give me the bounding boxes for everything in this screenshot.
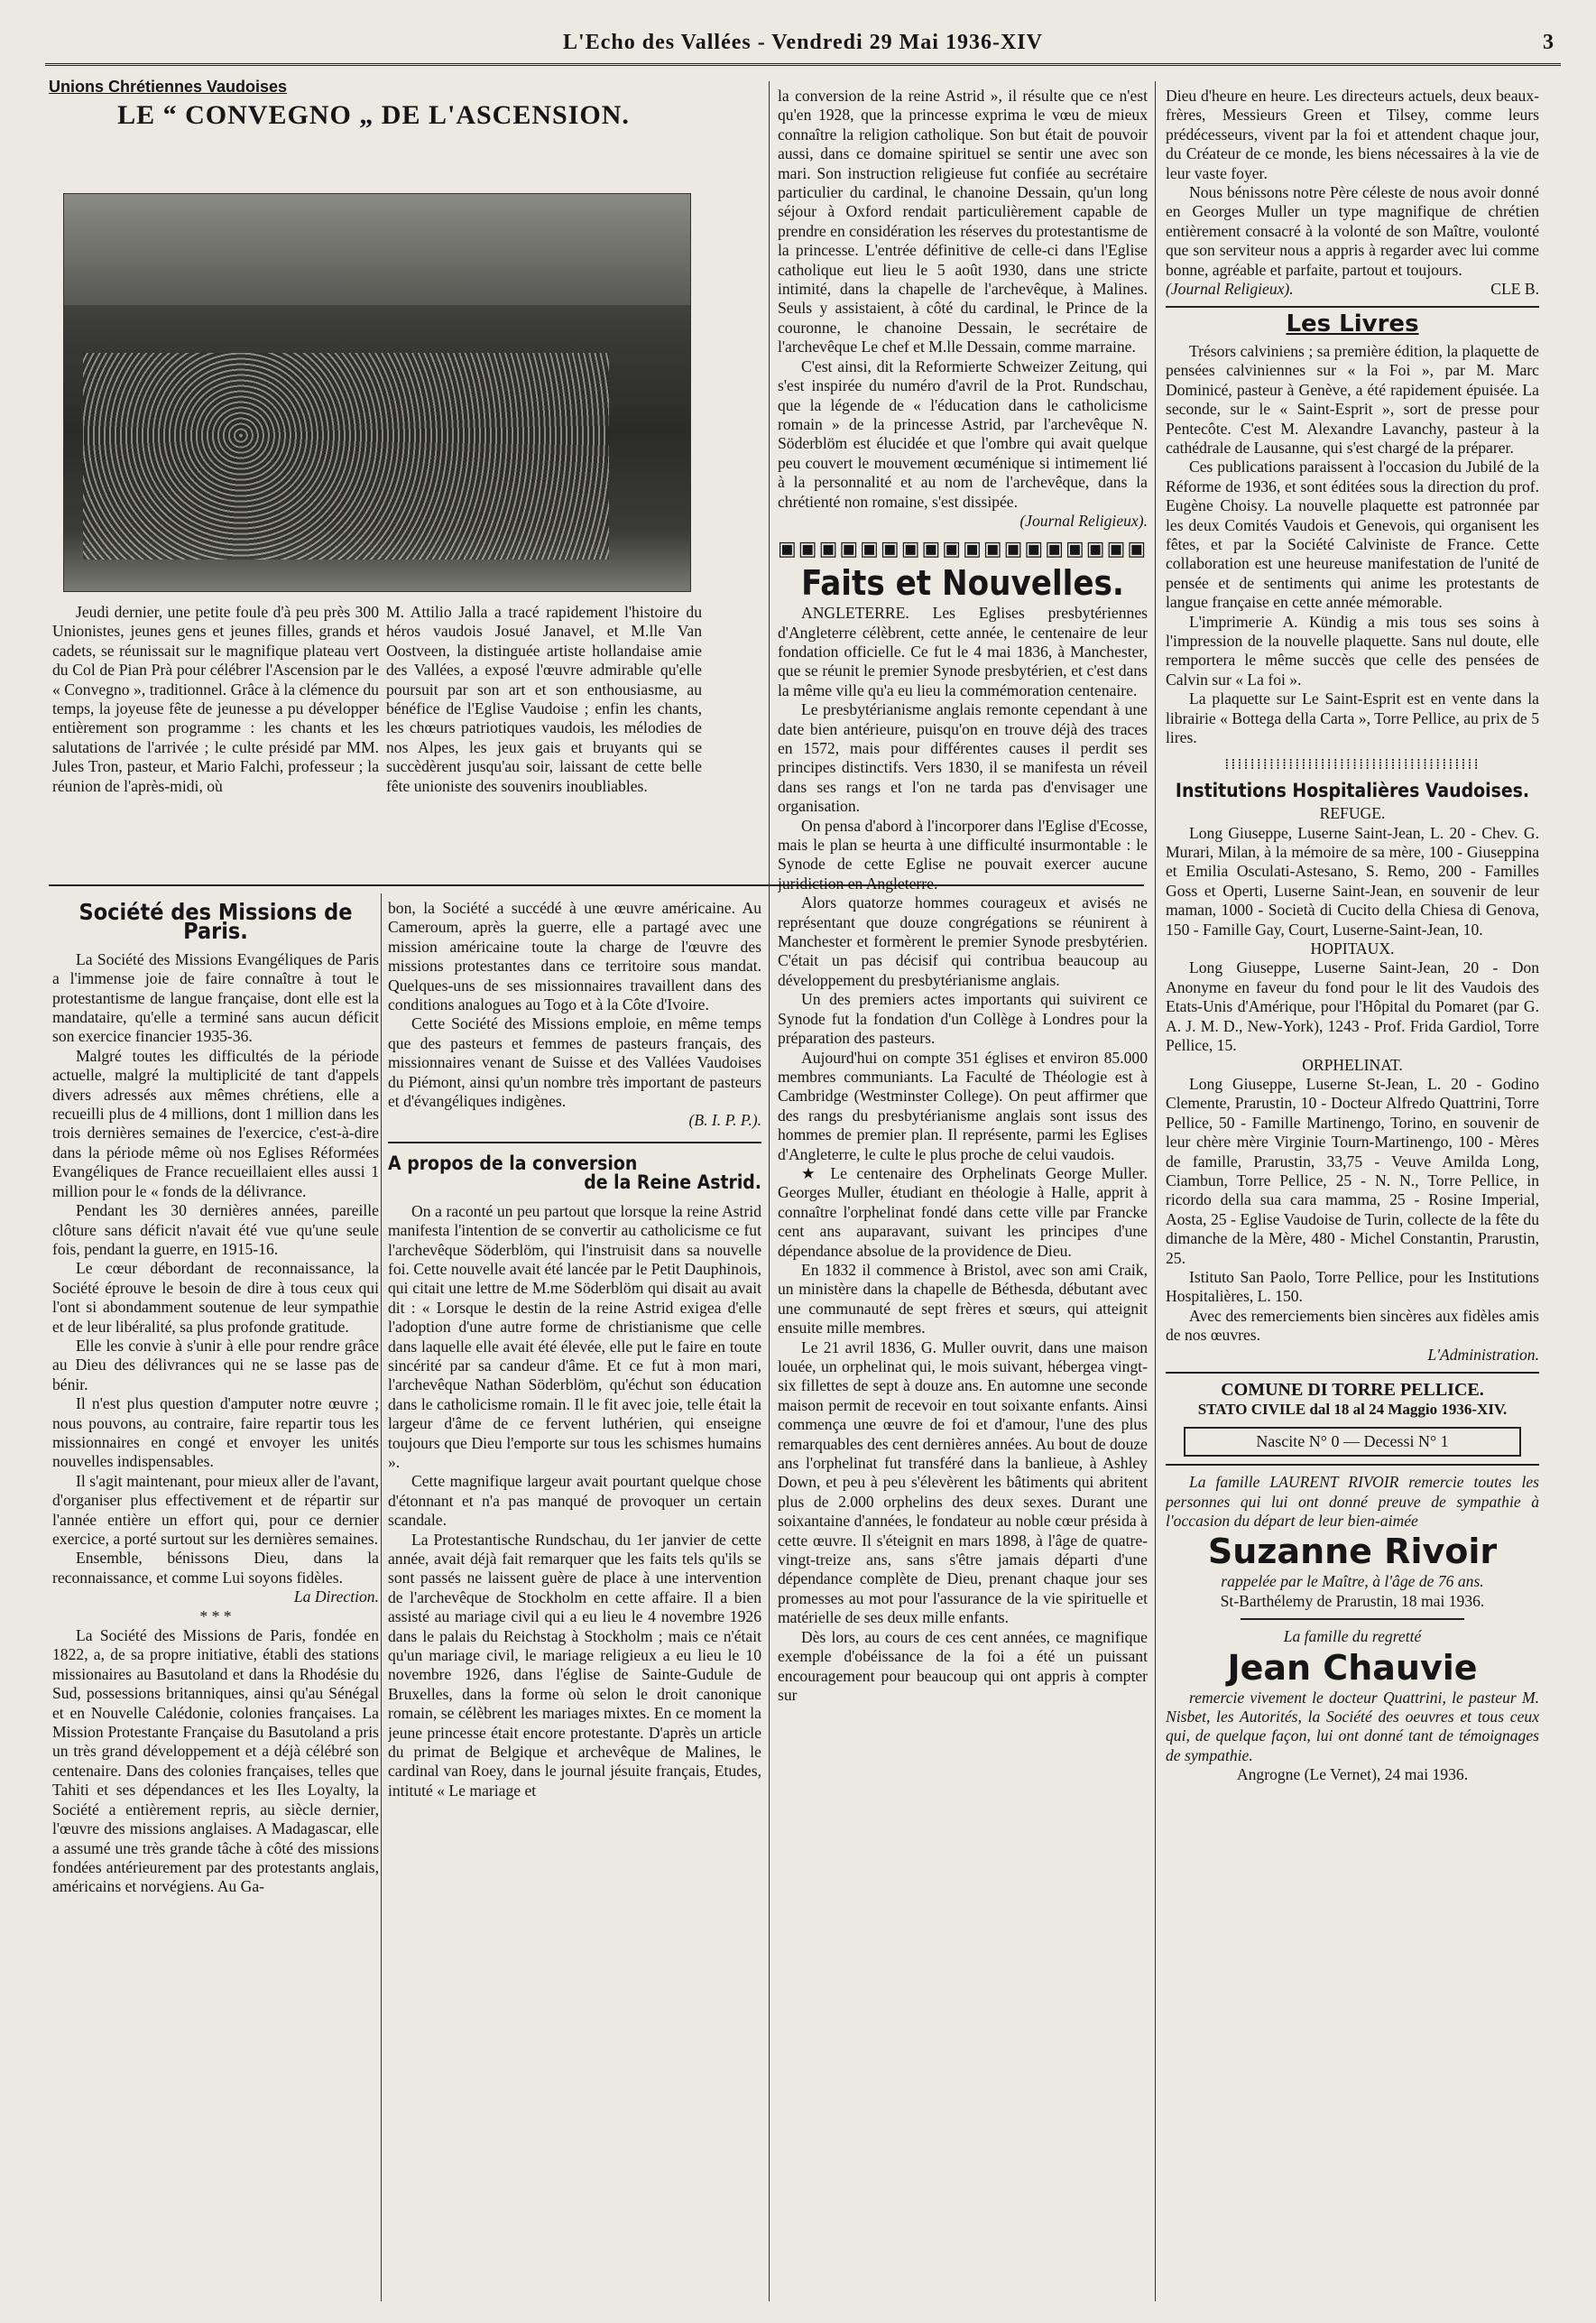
paragraph: bon, la Société a succédé à une œuvre américaine. Au Cameroum, après la guerre, elle a partagé avec une mission américaine toute la charge de l'œuvre des missions protestantes dans ce territoire sous mandat. Quelques-uns de ses missionnaires travaillent dans des conditions analogues au Togo et à la Côte d'Ivoire. [388, 899, 761, 1014]
paragraph: Dieu d'heure en heure. Les directeurs actuels, deux beaux-frères, Messieurs Green et Tilsey, comme leurs prédécesseurs, vivent par la foi et attendent chaque jour, du Créateur de ce monde, les biens nécessaires à la vie de leur vaste foyer. [1166, 87, 1539, 182]
comune-subtitle: STATO CIVILE dal 18 al 24 Maggio 1936-XIV. [1197, 1401, 1508, 1419]
paragraph: C'est ainsi, dit la Reformierte Schweizer Zeitung, qui s'est inspirée du numéro d'avril de la Prot. Rundschau, que la légende de « l'éducation dans le catholicisme romain » de la princesse Astrid, par l'archevêque N. Söderblöm est élucidée et que l'ombre qui avait quelque peu couvert le mouvement œcuménique si intimement lié à la personnalité et au nom de l'archevêque, dans la chrétienté non romaine, s'est dissipée. [778, 356, 1148, 511]
page-header [45, 31, 1561, 66]
paragraph: Il n'est plus question d'amputer notre œuvre ; nous pouvons, au contraire, faire repartir tous les missionnaires en congé et envoyer les unités nouvelles indispensables. [52, 1394, 379, 1471]
deaths-value: 1 [1440, 1431, 1449, 1450]
photo-sky [64, 194, 690, 305]
paragraph: Un des premiers actes importants qui suivirent ce Synode fut la fondation d'un Collège à Londres pour la préparation des pasteurs. [778, 990, 1148, 1048]
deaths-label: Decessi N° [1363, 1431, 1437, 1450]
paragraph: On a raconté un peu partout que lorsque la reine Astrid manifesta l'intention de se convertir au catholicisme ce fut l'archevêque Söderblöm, qui l'instruisit dans sa nouvelle foi. Cette nouvelle avait été lancée par le Petit Dauphinois, qui citait une lettre de M.me Söderblöm qui disait au avait dit : « Lorsque le destin de la reine Astrid exigea d'elle l'adoption d'une autre forme de christianisme que celle dans laquelle elle avait été élevée, elle put le faire en toute sincérité par sa candeur d'âme. Et ce fut à mon mari, l'archevêque Nathan Söderblöm, qu'échut son éducation dans le catholicisme romain. Il le fit avec joie, telle était la largeur d'âme de ce fervent luthérien, qui enseigne toujours que Dieu l'emporte sur tous les schismes humains ». [388, 1201, 761, 1471]
page-number: 3 [1543, 31, 1554, 54]
source-credit: (Journal Religieux). [1019, 511, 1148, 530]
paragraph: Alors quatorze hommes courageux et avisés ne représentant que douze congrégations se réunirent à Manchester et formèrent le premier Synode presbytérien. C'était un pas décisif qui contribua beaucoup au développement du presbytérianisme anglais. [778, 893, 1148, 989]
notice-text: La famille LAURENT RIVOIR remercie toutes les personnes qui lui ont donné preuve de sympathie à l'occasion du départ de leur bien-aimée [1166, 1473, 1539, 1531]
paragraph: Pendant les 30 dernières années, pareille clôture sans déficit n'avait été vue qu'une seule fois, pendant la guerre, en 1915-16. [52, 1201, 379, 1258]
paragraph: Istituto San Paolo, Torre Pellice, pour les Institutions Hospitalières, L. 150. [1166, 1267, 1539, 1306]
astrid-title-line1: A propos de la conversion [388, 1152, 638, 1174]
ornamental-border: ▣▣▣▣▣▣▣▣▣▣▣▣▣▣▣▣▣▣ [778, 540, 1148, 560]
article-divider [388, 1142, 761, 1143]
births-label: Nascite N° [1256, 1431, 1327, 1450]
notice-text: remercie vivement le docteur Quattrini, le pasteur M. Nisbet, les Autorités, la Société des oeuvres et tous ceux qui, de quelque façon, lui ont donné tant de témoignages de sympathie. [1166, 1688, 1539, 1764]
paragraph: Aujourd'hui on compte 351 églises et environ 85.000 membres communiants. La Faculté de Théologie est à Cambridge (Westminster College). On peut affirmer que des rangs du presbytérianisme anglais sont issus des hommes de premier plan. Il représente, parmi les Eglises d'Angleterre, le culte le plus proche de celui vaudois. [778, 1048, 1148, 1163]
deceased-name: Suzanne Rivoir [1207, 1532, 1498, 1572]
paragraph: ★ Le centenaire des Orphelinats George Muller. Georges Muller, étudiant en théologie à Halle, apprit à connaître l'orphelinat fondé dans cette ville par Francke cent ans auparavant, suivant les principes d'une dépendance absolue de la providence de Dieu. [778, 1163, 1148, 1260]
group-photograph [63, 193, 691, 592]
paragraph: La plaquette sur Le Saint-Esprit est en vente dans la librairie « Bottega della Carta », Torre Pellice, au prix de 5 lires. [1166, 689, 1539, 746]
convegno-column-2 [386, 603, 702, 874]
civil-status-box [1184, 1427, 1521, 1457]
source-credit: (B. I. P. P.). [688, 1111, 761, 1130]
section-kicker: Unions Chrétiennes Vaudoises [49, 78, 288, 96]
paragraph: Trésors calviniens ; sa première édition, la plaquette de pensées calviniennes sur « la Foi », par M. Marc Dominicé, pasteur à Genève, a été rapidement épuisée. La seconde, sur le « Saint-Esprit », sort de presse pour Pentecôte. C'est M. Alexandre Lavanchy, pasteur à la cathédrale de Lausanne, qui s'est chargé de la préparer. [1166, 341, 1539, 457]
institutions-title: Institutions Hospitalières Vaudoises. [1175, 779, 1530, 801]
livres-title: Les Livres [1286, 310, 1419, 338]
signature: La Direction. [293, 1587, 379, 1606]
separator-stars: * * * [199, 1606, 232, 1625]
notice-place: Angrogne (Le Vernet), 24 mai 1936. [1236, 1765, 1469, 1784]
missions-title: Société des Missions de Paris. [78, 899, 353, 945]
paragraph: Ensemble, bénissons Dieu, dans la reconnaissance, et comme Lui soyons fidèles. [52, 1549, 379, 1587]
convegno-heading-block [49, 78, 698, 195]
article-divider [1166, 1372, 1539, 1374]
column-3 [778, 87, 1148, 2298]
paragraph: Jeudi dernier, une petite foule d'à peu près 300 Unionistes, jeunes gens et jeunes filles, grands et cadets, se réunissait sur le magnifique plateau vert du Col de Pian Prà pour célébrer l'Ascension par le « Convegno », traditionnel. Grâce à la clémence du temps, la joyeuse fête de jeunesse a pu développer entièrement son programme : les chants et les salutations de l'arrivée ; le culte présidé par MM. Jules Tron, pasteur, et Mario Falchi, professeur ; la réunion de l'après-midi, où [52, 603, 379, 795]
source-credit: (Journal Religieux). [1166, 280, 1294, 299]
notice-divider [1166, 1464, 1539, 1466]
subhead-orphelinat: ORPHELINAT. [1302, 1055, 1403, 1074]
paragraph: Le 21 avril 1836, G. Muller ouvrit, dans une maison louée, un orphelinat qui, le mois suivant, hébergea vingt-six fillettes de sept à douze ans. En automne une seconde maison permit de recevoir en tout soixante enfants. Ainsi commença une œuvre de foi et d'amour, l'une des plus remarquables des cent dernières années. Au bout de douze ans l'orphelinat fut transféré dans la banlieue, à Ashley Down, et peu à peu s'élevèrent les bâtiments qui abritent plus de 2.000 orphelins des deux sexes. Durant une soixantaine d'années, le fondateur au noble cœur présida à cette œuvre. Il s'éteignit en mars 1898, à l'âge de quatre-vingt-treize ans, sans s'être jamais départi d'une dépendance complète de Dieu, prenant chaque jour ses promesses au mot pour l'assurance de la vie spirituelle et matérielle de ses deux mille enfants. [778, 1337, 1148, 1627]
paragraph: la conversion de la reine Astrid », il résulte que ce n'est qu'en 1928, que la princesse exprima le vœu de mieux connaître la religion catholique. Son but était de pouvoir aussi, dans ce domaine spirituel se sentir une avec son mari. Son instruction religieuse fut confiée au secrétaire particulier du cardinal, le chanoine Dessain, qu'un long séjour à Oxford rendait particulièrement capable de prendre en considération les réserves du protestantisme de la princesse. L'entrée définitive de celle-ci dans l'Eglise catholique eut lieu le 5 août 1930, dans une stricte intimité, dans la chapelle de l'archevêque, à Malines. Seuls y assistaient, à côté du cardinal, le Prince de la couronne, le chanoine Dessain, le secrétaire de l'archevêque Le chef et M.lle Dessain, comme marraine. [778, 87, 1148, 356]
credit-line [1166, 280, 1539, 299]
missions-column-2 [388, 899, 761, 2298]
separator: — [1342, 1431, 1364, 1450]
article-headline: LE “ CONVEGNO „ DE L'ASCENSION. [117, 100, 630, 131]
paragraph: ANGLETERRE. Les Eglises presbytériennes d'Angleterre célèbrent, cette année, le centenaire de leur fondation officielle. Ce fut le 4 mai 1836, à Manchester, que se réunit le premier Synode presbytérien, et c'est dans la même ville qu'a eu lieu la commémoration centenaire. [778, 604, 1148, 699]
paragraph: La Société des Missions Evangéliques de Paris a l'immense joie de faire connaître à tout le protestantisme de langue française, dont elle est la mandataire, qu'elle a terminé sans aucun déficit son exercice financier 1935-36. [52, 949, 379, 1046]
paragraph: Cette Société des Missions emploie, en même temps que des pasteurs et femmes de pasteurs français, des missionnaires venant de Suisse et des Vallées Vaudoises du Piémont, ainsi qu'un nombre très important de pasteurs et d'évangéliques indigènes. [388, 1014, 761, 1111]
photo-crowd [83, 353, 609, 560]
subhead-refuge: REFUGE. [1319, 804, 1386, 823]
comune-title: COMUNE DI TORRE PELLICE. [1221, 1380, 1484, 1400]
paragraph: L'imprimerie A. Kündig a mis tous ses soins à l'impression de la nouvelle plaquette. Sans nul doute, elle remportera le même succès que celle des pensées de Calvin sur « La foi ». [1166, 612, 1539, 689]
paragraph: Avec des remerciements bien sincères aux fidèles amis de nos œuvres. [1166, 1306, 1539, 1345]
signature: CLE B. [1490, 280, 1539, 299]
notice-divider [1241, 1618, 1464, 1620]
paragraph: Long Giuseppe, Luserne St-Jean, L. 20 - Godino Clemente, Prarustin, 10 - Docteur Alfredo Quattrini, Torre Pellice, 50 - Famille Martinengo, Torino, en souvenir de leur chère mère Virginie Tourn-Martinengo, 100 - Mères de famille, Prarustin, 33,75 - Veuve Amilda Long, Ciambun, Torre Pellice, 25 - N. N., Torre Pellice, in ricordo della sua cara mamma, 25 - Rosine Imperial, Aosta, 25 - Eglise Vaudoise de Turin, collecte de la fête du dimanche de la Mère, 480 - Michel Constantin, Prarustin, 25. [1166, 1074, 1539, 1267]
article-divider [1166, 306, 1539, 308]
paragraph: Long Giuseppe, Luserne Saint-Jean, 20 - Don Anonyme en faveur du fond pour le lit des Vaudois des Etats-Unis d'Amérique, pour l'Hôpital du Pomaret (par G. A. J. M. D., New-York), 1243 - Prof. Frida Gardiol, Torre Pellice, 15. [1166, 958, 1539, 1055]
paragraph: La Protestantische Rundschau, du 1er janvier de cette année, avait déjà fait remarquer que les faits tels qu'ils se sont passés ne laissent guère de place à une intervention de l'archevêque de Stockholm en cette affaire. Il a bien assisté au mariage civil qui a eu lieu le 4 novembre 1926 dans le palais du Reichstag à Stockholm ; mais ce n'était qu'un mariage civil, le mariage religieux a eu lieu le 10 novembre 1926, dans l'église de Sainte-Gudule de Bruxelles, dans la forme où selon le droit canonique romain, se célèbrent les mariages mixtes. En ce moment la jeune princesse était encore protestante. D'après un article du primat de Belgique et archevêque de Malines, le cardinal van Roey, dans le journal jésuite français, Etudes, intituté « Le mariage et [388, 1530, 761, 1800]
faits-title: Faits et Nouvelles. [801, 562, 1124, 603]
paragraph: M. Attilio Jalla a tracé rapidement l'histoire du héros vaudois Josué Janavel, et M.lle Van Oostveen, la distinguée artiste hollandaise amie des Vallées, a exposé l'œuvre admirable qu'elle poursuit par son art et son enthousiasme, au bénéfice de l'Eglise Vaudoise ; enfin les chants, les chœurs patriotiques vaudois, les mélodies de nos Alpes, les jeux gais et bruyants qui se succèdèrent jusqu'au soir, laissant de cette belle fête unioniste des souvenirs inoubliables. [386, 603, 702, 795]
paragraph: Long Giuseppe, Luserne Saint-Jean, L. 20 - Chev. G. Murari, Milan, à la mémoire de sa mère, 100 - Giuseppina et Emilia Osculati-Astesano, S. Remo, 200 - Familles Goss et Operti, Luserne Saint-Jean, en souvenir de leur maman, 1000 - Società di Cucito della Chiesa di Genova, 150 - Famille Gay, Court, Luserne-Saint-Jean, 10. [1166, 823, 1539, 939]
paragraph: Dès lors, au cours de ces cent années, ce magnifique exemple d'obéissance de la foi a été un puissant encouragement pour beaucoup qui ont appris à compter sur [778, 1627, 1148, 1704]
column-rule [769, 81, 770, 2301]
births-value: 0 [1331, 1431, 1340, 1450]
convegno-column-1 [52, 603, 379, 874]
paragraph: Elle les convie à s'unir à elle pour rendre grâce au Dieu des délivrances qui ne se lasse pas de bénir. [52, 1336, 379, 1393]
column-rule [381, 893, 382, 2301]
paragraph: En 1832 il commence à Bristol, avec son ami Craik, un ministère dans la chapelle de Béthesda, débutant avec une communauté de sept frères et sœurs, qui atteignit ensuite mille membres. [778, 1260, 1148, 1337]
notice-place: St-Barthélemy de Prarustin, 18 mai 1936. [1220, 1591, 1485, 1610]
subhead-hopitaux: HOPITAUX. [1310, 939, 1395, 958]
column-rule [1155, 81, 1156, 2301]
signature: L'Administration. [1427, 1345, 1539, 1364]
paragraph: Ces publications paraissent à l'occasion du Jubilé de la Réforme de 1936, et sont éditées sous la direction du prof. Eugène Choisy. La nouvelle plaquette est patronnée par les deux Comités Vaudois et Genevois, qui organisent les fêtes, et par la Société Calviniste de France. Cette collaboration est une heureuse manifestation de l'unité de pensée et de sentiments qui anime les protestants de langue française en cette année mémorable. [1166, 458, 1539, 612]
paragraph: On pensa d'abord à l'incorporer dans l'Eglise d'Ecosse, mais le plan se heurta à une difficulté insurmontable : le Synode de cette Eglise ne pouvait exercer aucune juridiction en Angleterre. [778, 816, 1148, 893]
paragraph: Nous bénissons notre Père céleste de nous avoir donné en Georges Muller un type magnifique de chrétien entièrement consacré à la volonté de son Maître, voulonté que son serviteur nous a appris à regarder avec lui comme bonne, agréable et parfaite, partout et toujours. [1166, 183, 1539, 279]
missions-column-1 [52, 899, 379, 2298]
paragraph: Il s'agit maintenant, pour mieux aller de l'avant, d'organiser plus effectivement et de répartir sur l'année entière un effort qui, pour ce dernier exercice, a porté surtout sur les dernières semaines. [52, 1471, 379, 1548]
paragraph: Le cœur débordant de reconnaissance, la Société éprouve le besoin de dire à tous ceux qui l'ont si abondamment soutenue de leur sympathie et de leur libéralité, sa plus profonde gratitude. [52, 1259, 379, 1336]
paragraph: Cette magnifique largeur avait pourtant quelque chose d'étonnant et n'a pas manqué de provoquer un certain scandale. [388, 1472, 761, 1530]
paragraph: Le presbytérianisme anglais remonte cependant à une date bien antérieure, puisqu'on en trouve déjà des traces en 1572, mais pour différentes causes il perdit ses principes distinctifs. Vers 1830, il se manifesta un réveil dans ses rangs et l'on ne tarda pas d'envisager une organisation. [778, 700, 1148, 816]
paragraph: Malgré toutes les difficultés de la période actuelle, malgré la multiplicité de tant d'appels divers adressés aux mêmes chrétiens, elle a recueilli plus de 4 millions, dont 1 million dans les trois dernières semaines de l'exercice, c'est-à-dire dans la période même où nos Eglises Réformées Evangéliques de France recueillaient elles aussi 1 million pour le « fonds de la délivrance. [52, 1046, 379, 1200]
ornamental-border: ⁞⁞⁞⁞⁞⁞⁞⁞⁞⁞⁞⁞⁞⁞⁞⁞⁞⁞⁞⁞⁞⁞⁞⁞⁞⁞⁞⁞⁞⁞⁞⁞⁞⁞⁞⁞⁞⁞⁞⁞ [1224, 755, 1481, 773]
deceased-name: Jean Chauvie [1227, 1647, 1478, 1688]
paragraph: La Société des Missions de Paris, fondée en 1822, a, de sa propre initiative, établi des stations missionaires au Basutoland et dans la Rhodésie du Sud, possessions britanniques, ainsi qu'au Sénégal et en Nouvelle Calédonie, colonies françaises. La Mission Protestante Française du Basutoland a pris un très grand développement et a déjà célébré son centenaire. Dans des colonies françaises, telles que Tahiti et ses dépendances et les Iles Loyalty, la Société a entièrement repris, au siècle dernier, l'œuvre des missions anglaises. A Madagascar, elle a assumé une très grande tâche à côté des missions fondées antérieurement par des protestants anglais, américains et norvégiens. Au Ga- [52, 1626, 379, 1896]
notice-text: rappelée par le Maître, à l'âge de 76 ans. [1221, 1572, 1484, 1591]
notice-text: La famille du regretté [1283, 1627, 1422, 1646]
column-4 [1166, 87, 1539, 2298]
header-title: L'Echo des Vallées - Vendredi 29 Mai 1936-XIV [563, 31, 1043, 54]
astrid-title-line2: de la Reine Astrid. [584, 1171, 761, 1194]
